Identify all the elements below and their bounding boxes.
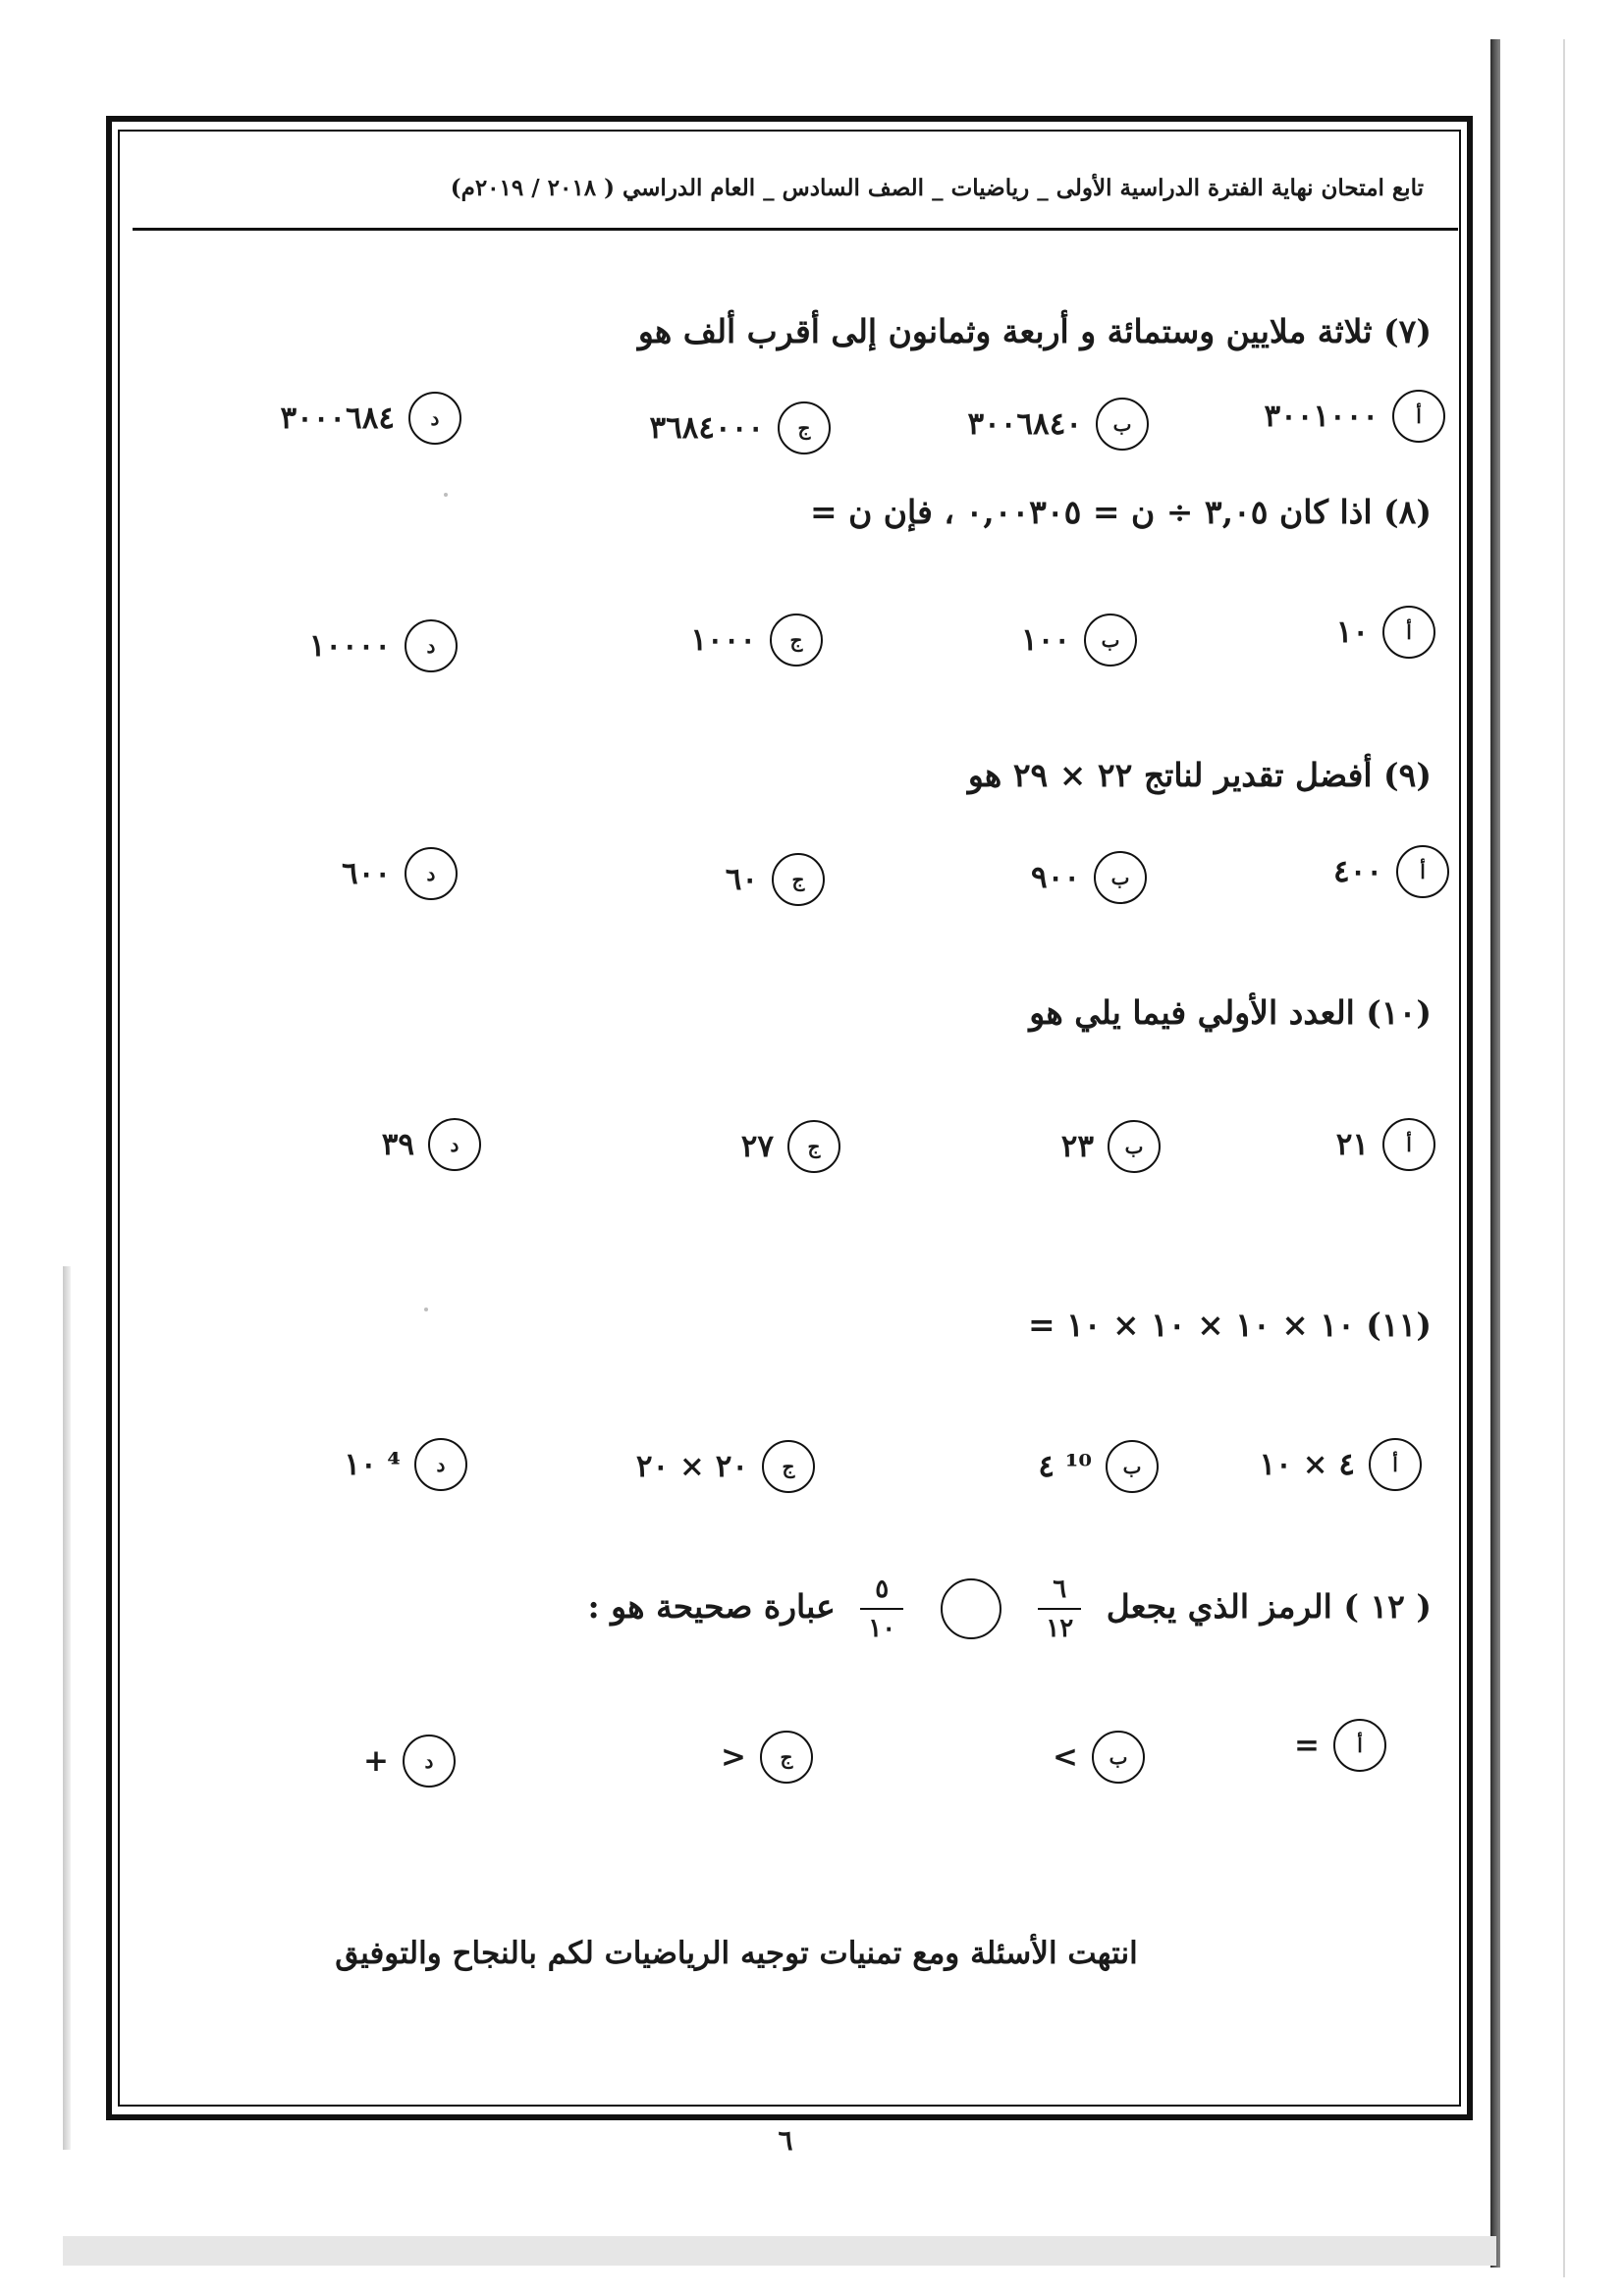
choice-letter: د xyxy=(428,1118,481,1171)
fraction-right xyxy=(860,1571,903,1647)
page-shadow xyxy=(63,1266,71,2150)
choice-letter: د xyxy=(408,392,461,445)
question-12-text-before: ( ١٢ ) الرمز الذي يجعل xyxy=(1106,1587,1432,1626)
choice-value: ٣٠٠٠٦٨٤ xyxy=(280,400,395,436)
choice-letter: ب xyxy=(1084,614,1137,667)
choice-value: ٤ ¹⁰ xyxy=(1038,1449,1092,1484)
choice-letter: د xyxy=(405,847,458,900)
choice-8-c[interactable] xyxy=(587,609,823,671)
choice-8-a[interactable] xyxy=(1200,601,1435,664)
choice-letter: ج xyxy=(787,1120,840,1173)
choice-value: = xyxy=(1294,1728,1320,1763)
choice-11-a[interactable] xyxy=(1186,1433,1422,1496)
choice-letter: ب xyxy=(1092,1731,1145,1784)
choice-value: < xyxy=(1053,1739,1078,1775)
choice-8-b[interactable] xyxy=(901,609,1137,671)
fraction-numerator: ٦ xyxy=(1053,1575,1067,1604)
page-edge xyxy=(1490,39,1500,2268)
choice-letter: ج xyxy=(760,1731,813,1784)
fraction-denominator: ١٠ xyxy=(868,1614,896,1643)
choice-9-a[interactable] xyxy=(1214,840,1449,903)
choice-letter: ج xyxy=(762,1440,815,1493)
closing-message: انتهت الأسئلة ومع تمنيات توجيه الرياضيات لكم بالنجاح والتوفيق xyxy=(335,1936,1138,1971)
fraction-denominator: ١٢ xyxy=(1046,1614,1074,1643)
choice-7-d[interactable] xyxy=(226,387,461,450)
choice-value: ٩٠٠ xyxy=(1031,860,1080,895)
blank-answer-circle[interactable] xyxy=(941,1578,1001,1639)
fraction-numerator: ٥ xyxy=(875,1575,890,1604)
choice-11-d[interactable] xyxy=(232,1433,467,1496)
choice-value: ٢٧ xyxy=(740,1129,774,1164)
choice-12-d[interactable] xyxy=(220,1730,456,1792)
header-rule xyxy=(133,228,1458,231)
choice-letter: أ xyxy=(1392,390,1445,443)
question-12 xyxy=(587,1571,1432,1647)
fraction-left xyxy=(1038,1571,1081,1647)
choice-7-c[interactable] xyxy=(595,397,831,459)
choice-value: ١٠ xyxy=(1335,614,1369,650)
choice-7-a[interactable] xyxy=(1210,385,1445,448)
choice-9-c[interactable] xyxy=(589,848,825,911)
choice-value: ١٠٠ xyxy=(1021,622,1070,658)
choice-value: ٤٠٠ xyxy=(1333,854,1382,889)
choice-letter: أ xyxy=(1369,1438,1422,1491)
choice-letter: ب xyxy=(1094,851,1147,904)
choice-value: ٢٣ xyxy=(1060,1129,1094,1164)
choice-10-c[interactable] xyxy=(605,1115,840,1178)
choice-letter: ج xyxy=(778,401,831,454)
choice-value: ٦٠ xyxy=(725,862,758,897)
question-9: (٩) أفضل تقدير لناتج ٢٢ × ٢٩ هو xyxy=(967,756,1432,794)
question-12-text-after: عبارة صحيحة هو : xyxy=(587,1587,836,1626)
choice-letter: ب xyxy=(1096,398,1149,451)
choice-letter: أ xyxy=(1382,1118,1435,1171)
choice-value: + xyxy=(363,1743,389,1779)
scan-speck xyxy=(444,493,448,497)
choice-letter: ب xyxy=(1108,1120,1161,1173)
page-edge-line xyxy=(1563,39,1565,2277)
question-7: (٧) ثلاثة ملايين وستمائة و أربعة وثمانون إلى أقرب ألف هو xyxy=(637,312,1432,350)
choice-value: ٢١ xyxy=(1335,1127,1369,1162)
choice-value: ٦٠٠ xyxy=(342,856,391,891)
choice-value: ١٠٠٠ xyxy=(690,622,756,658)
choice-8-d[interactable] xyxy=(222,614,458,677)
choice-value: ١٠٠٠٠ xyxy=(308,628,391,664)
choice-value: ٢٠ × ٢٠ xyxy=(635,1449,748,1484)
choice-9-b[interactable] xyxy=(911,846,1147,909)
choice-value: ٤ × ١٠ xyxy=(1259,1447,1355,1482)
choice-letter: ج xyxy=(770,614,823,667)
page-bottom-strip xyxy=(63,2236,1496,2266)
page-number: ٦ xyxy=(778,2124,793,2157)
choice-12-a[interactable] xyxy=(1151,1714,1386,1777)
choice-10-d[interactable] xyxy=(245,1113,481,1176)
choice-11-c[interactable] xyxy=(579,1435,815,1498)
choice-value: ١٠ ⁴ xyxy=(344,1447,401,1482)
choice-value: > xyxy=(721,1739,746,1775)
choice-11-b[interactable] xyxy=(923,1435,1159,1498)
choice-letter: أ xyxy=(1333,1719,1386,1772)
choice-letter: أ xyxy=(1396,845,1449,898)
choice-letter: د xyxy=(403,1735,456,1788)
choice-10-a[interactable] xyxy=(1200,1113,1435,1176)
choice-letter: ج xyxy=(772,853,825,906)
scan-speck xyxy=(424,1308,428,1311)
choice-letter: د xyxy=(414,1438,467,1491)
choice-12-c[interactable] xyxy=(577,1726,813,1789)
choice-value: ٣٠٠١٠٠٠ xyxy=(1264,399,1379,434)
choice-7-b[interactable] xyxy=(913,393,1149,455)
choice-value: ٣٠٠٦٨٤٠ xyxy=(967,406,1082,442)
question-11: (١١) ١٠ × ١٠ × ١٠ × ١٠ = xyxy=(1027,1306,1432,1344)
choice-letter: د xyxy=(405,619,458,672)
choice-9-d[interactable] xyxy=(222,842,458,905)
choice-letter: ب xyxy=(1106,1440,1159,1493)
choice-value: ٣٩ xyxy=(381,1127,414,1162)
choice-12-b[interactable] xyxy=(909,1726,1145,1789)
exam-header: تابع امتحان نهاية الفترة الدراسية الأولى _ رياضيات _ الصف السادس _ العام الدراسي ( ٢٠١٨ / ٢٠١٩م) xyxy=(450,175,1424,201)
choice-letter: أ xyxy=(1382,606,1435,659)
question-10: (١٠) العدد الأولي فيما يلي هو xyxy=(1029,993,1432,1032)
choice-10-b[interactable] xyxy=(925,1115,1161,1178)
question-8: (٨) اذا كان ٣,٠٥ ÷ ن = ٠,٠٠٣٠٥ ، فإن ن = xyxy=(809,493,1432,531)
choice-value: ٣٦٨٤٠٠٠ xyxy=(649,410,764,446)
